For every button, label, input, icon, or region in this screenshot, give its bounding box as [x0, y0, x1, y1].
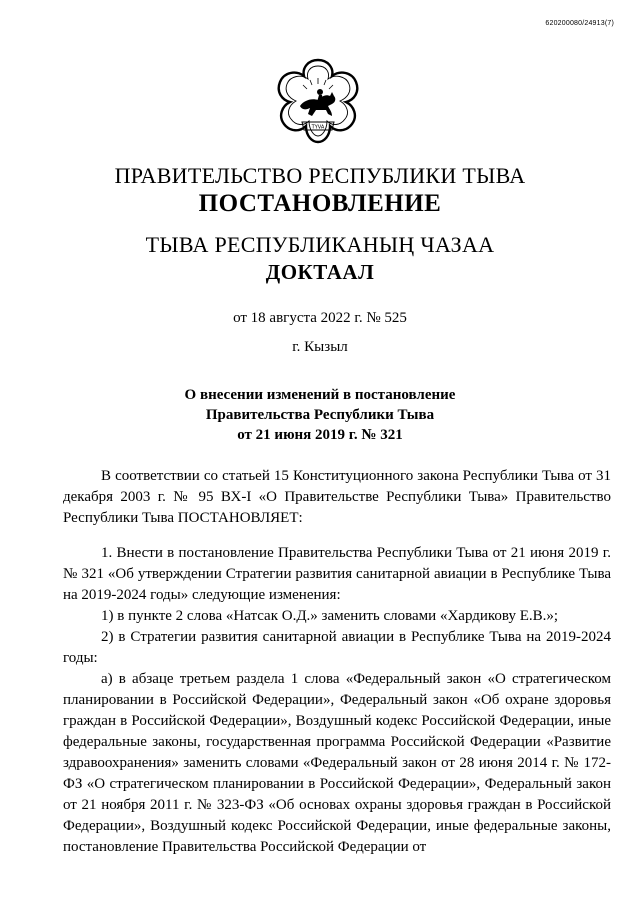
document-city: г. Кызыл	[292, 339, 348, 355]
body-paragraph: 2) в Стратегии развития санитарной авиации в Республике Тыва на 2019-2024 годы:	[63, 629, 611, 666]
preamble-paragraph: В соответствии со статьей 15 Конституционного закона Республики Тыва от 31 декабря 2003 г. № 95 ВХ-I «О Правительстве Республики Тыва» Правительство Республики Тыва ПОСТАНОВЛЯЕТ:	[63, 468, 611, 526]
tuva-coat-of-arms-icon	[270, 56, 366, 146]
subject-line: Правительства Республики Тыва	[205, 407, 435, 423]
document-type-tyv: ДОКТААЛ	[265, 260, 375, 284]
document-number: 620200080/24913(7)	[545, 20, 614, 27]
document-type-ru: ПОСТАНОВЛЕНИЕ	[198, 190, 442, 217]
document-subject	[0, 385, 640, 445]
subject-line: О внесении изменений в постановление	[184, 387, 456, 403]
document-date: от 18 августа 2022 г. № 525	[233, 310, 407, 326]
subject-line: от 21 июня 2019 г. № 321	[237, 427, 403, 443]
body-paragraph: 1. Внести в постановление Правительства Республики Тыва от 21 июня 2019 г. № 321 «Об утверждении Стратегии развития санитарной авиации в Республике Тыва на 2019-2024 годы» следующие изменения:	[63, 545, 611, 603]
government-name-tyv: ТЫВА РЕСПУБЛИКАНЫҢ ЧАЗАА	[145, 232, 495, 257]
body-paragraph: а) в абзаце третьем раздела 1 слова «Федеральный закон «О стратегическом планировании в Российской Федерации», Федеральный закон «Об охране здоровья граждан в Российской Федерации», Воздушный кодекс Российской Федерации, иные федеральные законы, государственная программа Российской Федерации «Развитие здравоохранения» заменить словами «Федеральный закон от 28 июня 2014 г. № 172-ФЗ «О стратегическом планировании в Российской Федерации», Федеральный закон от 21 ноября 2011 г. № 323-ФЗ «Об основах охраны здоровья граждан в Российской Федерации», Воздушный кодекс Российской Федерации, иные федеральные законы, постановление Правительства Российской Федерации от	[63, 671, 611, 855]
body-paragraph: 1) в пункте 2 слова «Натсак О.Д.» заменить словами «Хардикову Е.В.»;	[101, 608, 559, 624]
government-name-ru: ПРАВИТЕЛЬСТВО РЕСПУБЛИКИ ТЫВА	[114, 163, 526, 188]
svg-text:TYVA: TYVA	[311, 124, 325, 131]
document-body	[63, 466, 611, 858]
